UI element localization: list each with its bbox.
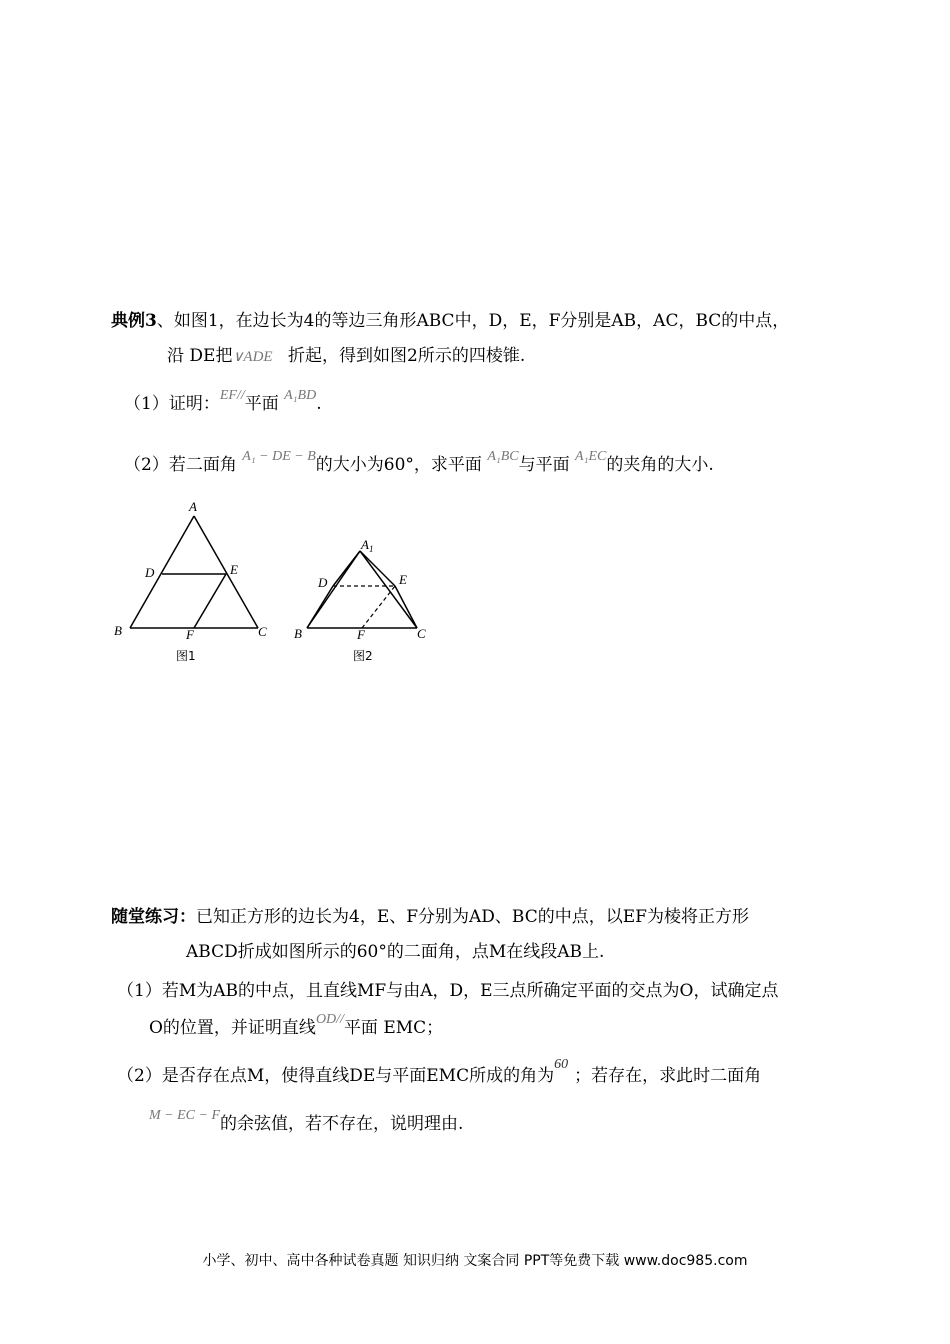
practice-q1-text2a: O的位置，并证明直线 (149, 1018, 316, 1038)
fig2-edge-ca1 (360, 551, 417, 628)
practice-q1-text2b: 平面 EMC； (343, 1018, 444, 1038)
q1-prefix: （1）证明： (124, 394, 220, 414)
fig1-caption: 图1 (176, 649, 196, 663)
practice-q2-text2: 的余弦值，若不存在，说明理由. (220, 1114, 464, 1134)
fig1-label-f: F (186, 627, 194, 642)
fig2-label-a1: $A_1$ (361, 537, 374, 554)
fig2-label-f: F (357, 627, 365, 642)
math-a1ec: A₁EC (575, 449, 607, 464)
math-dihedral: A₁ − DE − B (242, 449, 316, 464)
example3-line2 (167, 348, 525, 365)
practice-line1 (111, 909, 749, 926)
q2-end: 的夹角的大小. (606, 455, 714, 475)
fig1-label-e: E (230, 562, 238, 577)
fig2-dashed-fe (362, 586, 395, 628)
math-ef-parallel: EF// (219, 388, 245, 403)
practice-q1-line1: （1）若M为AB的中点，且直线MF与由A，D，E三点所确定平面的交点为O，试确定点 (117, 981, 779, 1001)
example3-text2a: 沿 DE把 (167, 346, 233, 366)
example3-line1 (111, 313, 789, 330)
fig1-side-ab (130, 516, 194, 628)
example3-text2b: 折起，得到如图2所示的四棱锥. (288, 346, 526, 366)
q2-mid2: 与平面 (518, 455, 570, 475)
example3-text1: 、如图1，在边长为4的等边三角形ABC中，D，E，F分别是AB，AC，BC的中点， (156, 311, 790, 331)
fig2-edge-ba1 (307, 551, 360, 628)
practice-line2: ABCD折成如图所示的60°的二面角，点M在线段AB上. (186, 942, 605, 962)
q1-mid: 平面 (244, 394, 279, 414)
math-od-parallel: OD// (315, 1012, 344, 1027)
fig2-label-b: B (294, 626, 302, 641)
fig1-label-c: C (258, 624, 267, 639)
q2-prefix: （2）若二面角 (124, 455, 237, 475)
q1-line (124, 388, 322, 414)
practice-q2-line2 (149, 1108, 464, 1134)
math-ade: ∨ADE (232, 349, 273, 365)
figures (110, 497, 450, 672)
practice-q2-text1b: ；若存在，求此时二面角 (574, 1066, 762, 1086)
fig2-label-d: D (318, 575, 328, 590)
fig2-label-e: E (399, 572, 407, 587)
math-m-ec-f: M − EC − F (149, 1108, 220, 1123)
q2-mid1: 的大小为60°，求平面 (315, 455, 482, 475)
fig2-caption: 图2 (353, 649, 373, 663)
math-a1bc: A₁BC (487, 449, 519, 464)
fig1-label-a: A (189, 499, 197, 514)
q2-line (124, 449, 714, 475)
fig1-label-d: D (145, 565, 155, 580)
practice-q2-line1 (117, 1057, 762, 1086)
fig1-seg-fe (194, 574, 226, 628)
example3-label: 典例3 (111, 311, 157, 331)
q1-end: . (316, 394, 322, 414)
fig2-edge-ce (395, 586, 417, 628)
math-60: 60 (554, 1057, 569, 1072)
practice-q1-line2 (149, 1012, 444, 1038)
fig2-edge-ea1 (360, 551, 395, 586)
math-a1bd: A₁BD (284, 388, 317, 403)
fig2-label-c: C (417, 626, 426, 641)
practice-label: 随堂练习： (111, 907, 196, 927)
fig1-label-b: B (114, 623, 122, 638)
practice-text1: 已知正方形的边长为4，E、F分别为AD、BC的中点，以EF为棱将正方形 (196, 907, 749, 927)
practice-q2-text1a: （2）是否存在点M，使得直线DE与平面EMC所成的角为 (117, 1066, 555, 1086)
footer: 小学、初中、高中各种试卷真题 知识归纳 文案合同 PPT等免费下载 www.doc985.com (202, 1253, 748, 1269)
